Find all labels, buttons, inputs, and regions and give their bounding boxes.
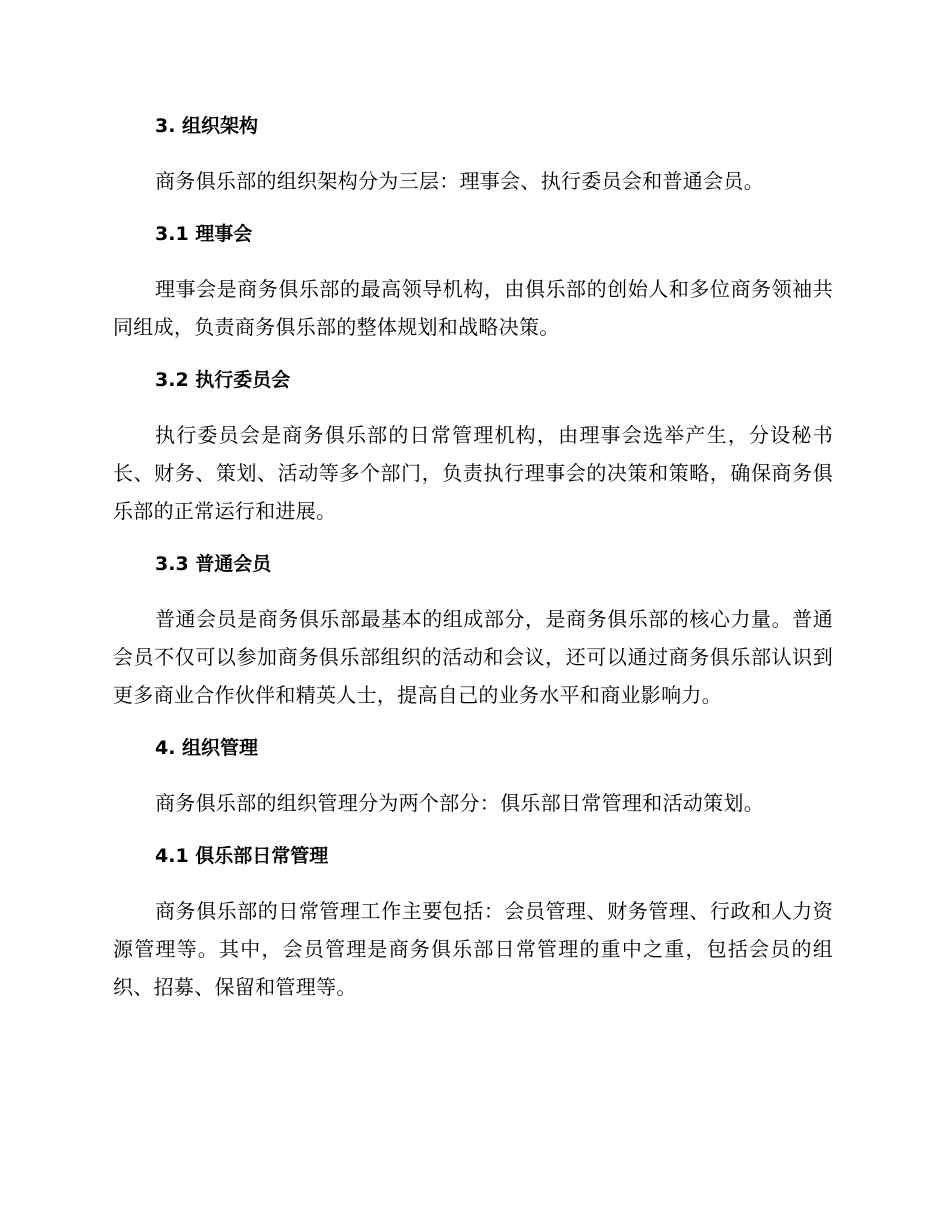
section-heading-4-1: 4.1 俱乐部日常管理 [155,845,329,867]
section-paragraph-4-1: 商务俱乐部的日常管理工作主要包括：会员管理、财务管理、行政和人力资源管理等。其中，会员管理是商务俱乐部日常管理的重中之重，包括会员的组织、招募、保留和管理等。 [113,899,833,999]
section-heading-3-2: 3.2 执行委员会 [155,369,291,391]
section-paragraph-4: 商务俱乐部的组织管理分为两个部分：俱乐部日常管理和活动策划。 [155,791,764,815]
section-heading-3: 3. 组织架构 [155,115,259,137]
section-paragraph-3-3: 普通会员是商务俱乐部最基本的组成部分，是商务俱乐部的核心力量。普通会员不仅可以参加商务俱乐部组织的活动和会议，还可以通过商务俱乐部认识到更多商业合作伙伴和精英人士，提高自己的业务水平和商业影响力。 [113,607,833,707]
section-heading-4: 4. 组织管理 [155,737,259,759]
section-heading-3-1: 3.1 理事会 [155,223,253,245]
document-page [113,108,833,1022]
section-paragraph-3: 商务俱乐部的组织架构分为三层：理事会、执行委员会和普通会员。 [155,169,764,193]
section-heading-3-3: 3.3 普通会员 [155,553,272,575]
section-paragraph-3-1: 理事会是商务俱乐部的最高领导机构，由俱乐部的创始人和多位商务领袖共同组成，负责商务俱乐部的整体规划和战略决策。 [113,277,833,339]
section-paragraph-3-2: 执行委员会是商务俱乐部的日常管理机构，由理事会选举产生，分设秘书长、财务、策划、活动等多个部门，负责执行理事会的决策和策略，确保商务俱乐部的正常运行和进展。 [113,423,833,523]
